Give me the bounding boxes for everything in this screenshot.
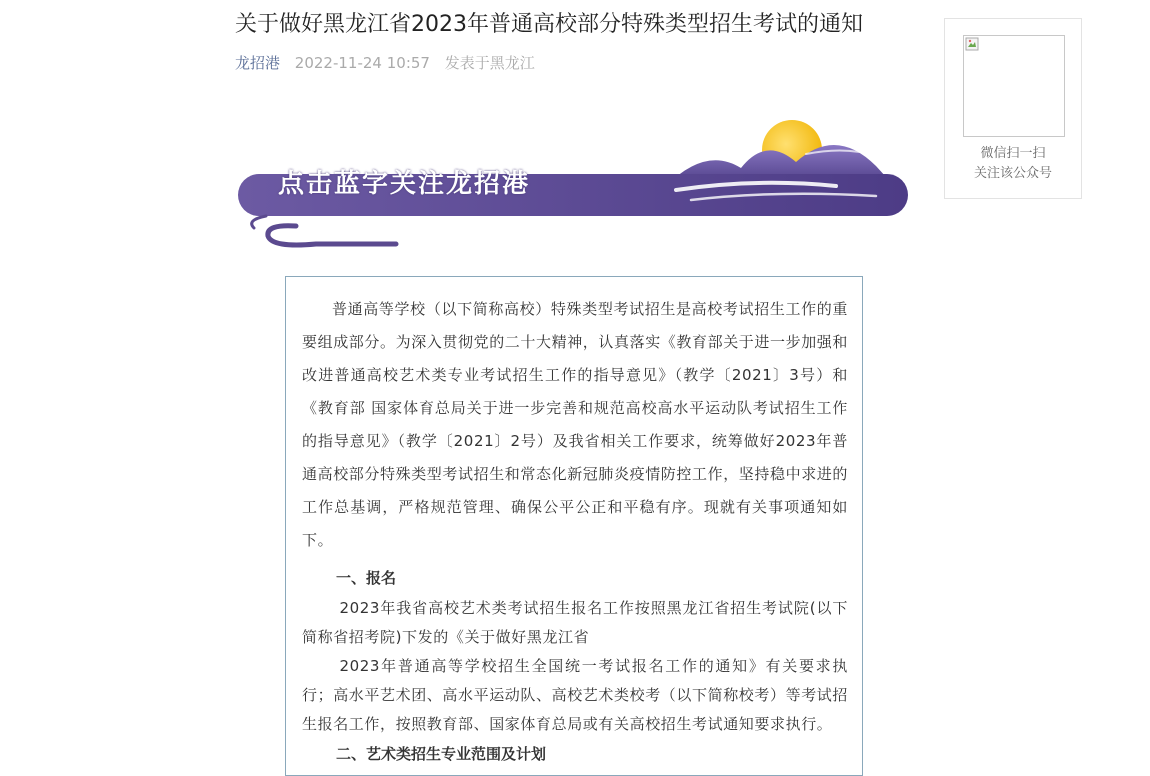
broken-image-icon <box>965 37 979 51</box>
intro-paragraph: 普通高等学校（以下简称高校）特殊类型考试招生是高校考试招生工作的重要组成部分。为深入贯彻党的二十大精神，认真落实《教育部关于进一步加强和改进普通高校艺术类专业考试招生工作的指导意见》（教学〔2021〕3号）和《教育部 国家体育总局关于进一步完善和规范高校高水平运动队考试招生工作的指导意见》（教学〔2021〕2号）及我省相关工作要求，统筹做好2023年普通高校部分特殊类型考试招生和常态化新冠肺炎疫情防控工作，坚持稳中求进的工作总基调，严格规范管理、确保公平公正和平稳有序。现就有关事项通知如下。 <box>302 300 849 549</box>
section-heading-registration: 一、报名 <box>336 569 397 587</box>
qr-follow-label: 关注该公众号 <box>973 166 1052 181</box>
publish-location: 发表于黑龙江 <box>444 54 535 72</box>
article-content <box>285 276 863 776</box>
publish-date: 2022-11-24 10:57 <box>294 54 430 72</box>
section-heading-majors: 二、艺术类招生专业范围及计划 <box>336 745 547 763</box>
qr-code-image <box>963 35 1065 137</box>
qr-code-panel <box>944 18 1082 199</box>
article-meta <box>235 53 535 73</box>
article-title: 关于做好黑龙江省2023年普通高校部分特殊类型招生考试的通知 <box>235 12 863 37</box>
banner-text[interactable]: 点击蓝字关注龙招港 <box>278 169 531 199</box>
registration-paragraph-2: 2023年普通高等学校招生全国统一考试报名工作的通知》有关要求执行；高水平艺术团、高水平运动队、高校艺术类校考（以下简称校考）等考试招生报名工作，按照教育部、国家体育总局或有关高校招生考试通知要求执行。 <box>302 657 849 733</box>
author-link[interactable]: 龙招港 <box>235 54 281 72</box>
registration-paragraph-1: 2023年我省高校艺术类考试招生报名工作按照黑龙江省招生考试院(以下简称省招考院)下发的《关于做好黑龙江省 <box>302 599 848 646</box>
qr-scan-label: 微信扫一扫 <box>980 146 1046 161</box>
